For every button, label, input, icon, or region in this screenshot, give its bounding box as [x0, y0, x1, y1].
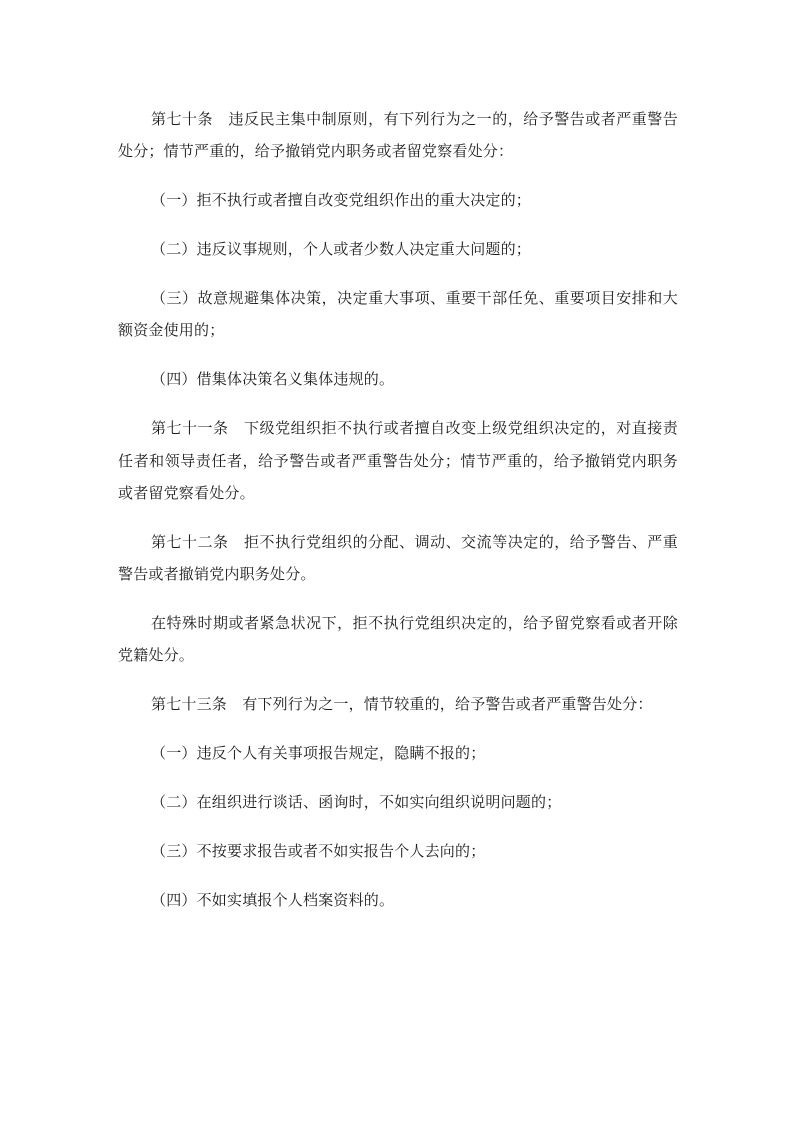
article-73-item-3: （三）不按要求报告或者不如实报告个人去向的；	[151, 842, 486, 861]
article-71-paragraph: 第七十一条 下级党组织拒不执行或者擅自改变上级党组织决定的，对直接责任者和领导责任者，给予警告或者严重警告处分；情节严重的，给予撤销党内职务或者留党察看处分。	[118, 419, 678, 502]
article-73-paragraph: 第七十三条 有下列行为之一，情节较重的，给予警告或者严重警告处分：	[151, 695, 653, 714]
document-body	[118, 103, 678, 916]
article-70-item-4: （四）借集体决策名义集体违规的。	[151, 370, 395, 389]
article-73-item-1: （一）违反个人有关事项报告规定，隐瞒不报的；	[151, 744, 486, 763]
article-70-item-2: （二）违反议事规则，个人或者少数人决定重大问题的；	[151, 240, 532, 259]
article-73-item-2: （二）在组织进行谈话、函询时，不如实向组织说明问题的；	[151, 793, 562, 812]
article-70-paragraph: 第七十条 违反民主集中制原则，有下列行为之一的，给予警告或者严重警告处分；情节严重的，给予撤销党内职务或者留党察看处分：	[118, 110, 678, 161]
article-70-item-3: （三）故意规避集体决策，决定重大事项、重要干部任免、重要项目安排和大额资金使用的；	[118, 289, 678, 340]
article-73-item-4: （四）不如实填报个人档案资料的。	[151, 891, 395, 910]
article-70-item-1: （一）拒不执行或者擅自改变党组织作出的重大决定的；	[151, 191, 532, 210]
article-72-paragraph: 第七十二条 拒不执行党组织的分配、调动、交流等决定的，给予警告、严重警告或者撤销党内职务处分。	[118, 532, 678, 584]
article-72-second-paragraph: 在特殊时期或者紧急状况下，拒不执行党组织决定的，给予留党察看或者开除党籍处分。	[118, 614, 678, 665]
